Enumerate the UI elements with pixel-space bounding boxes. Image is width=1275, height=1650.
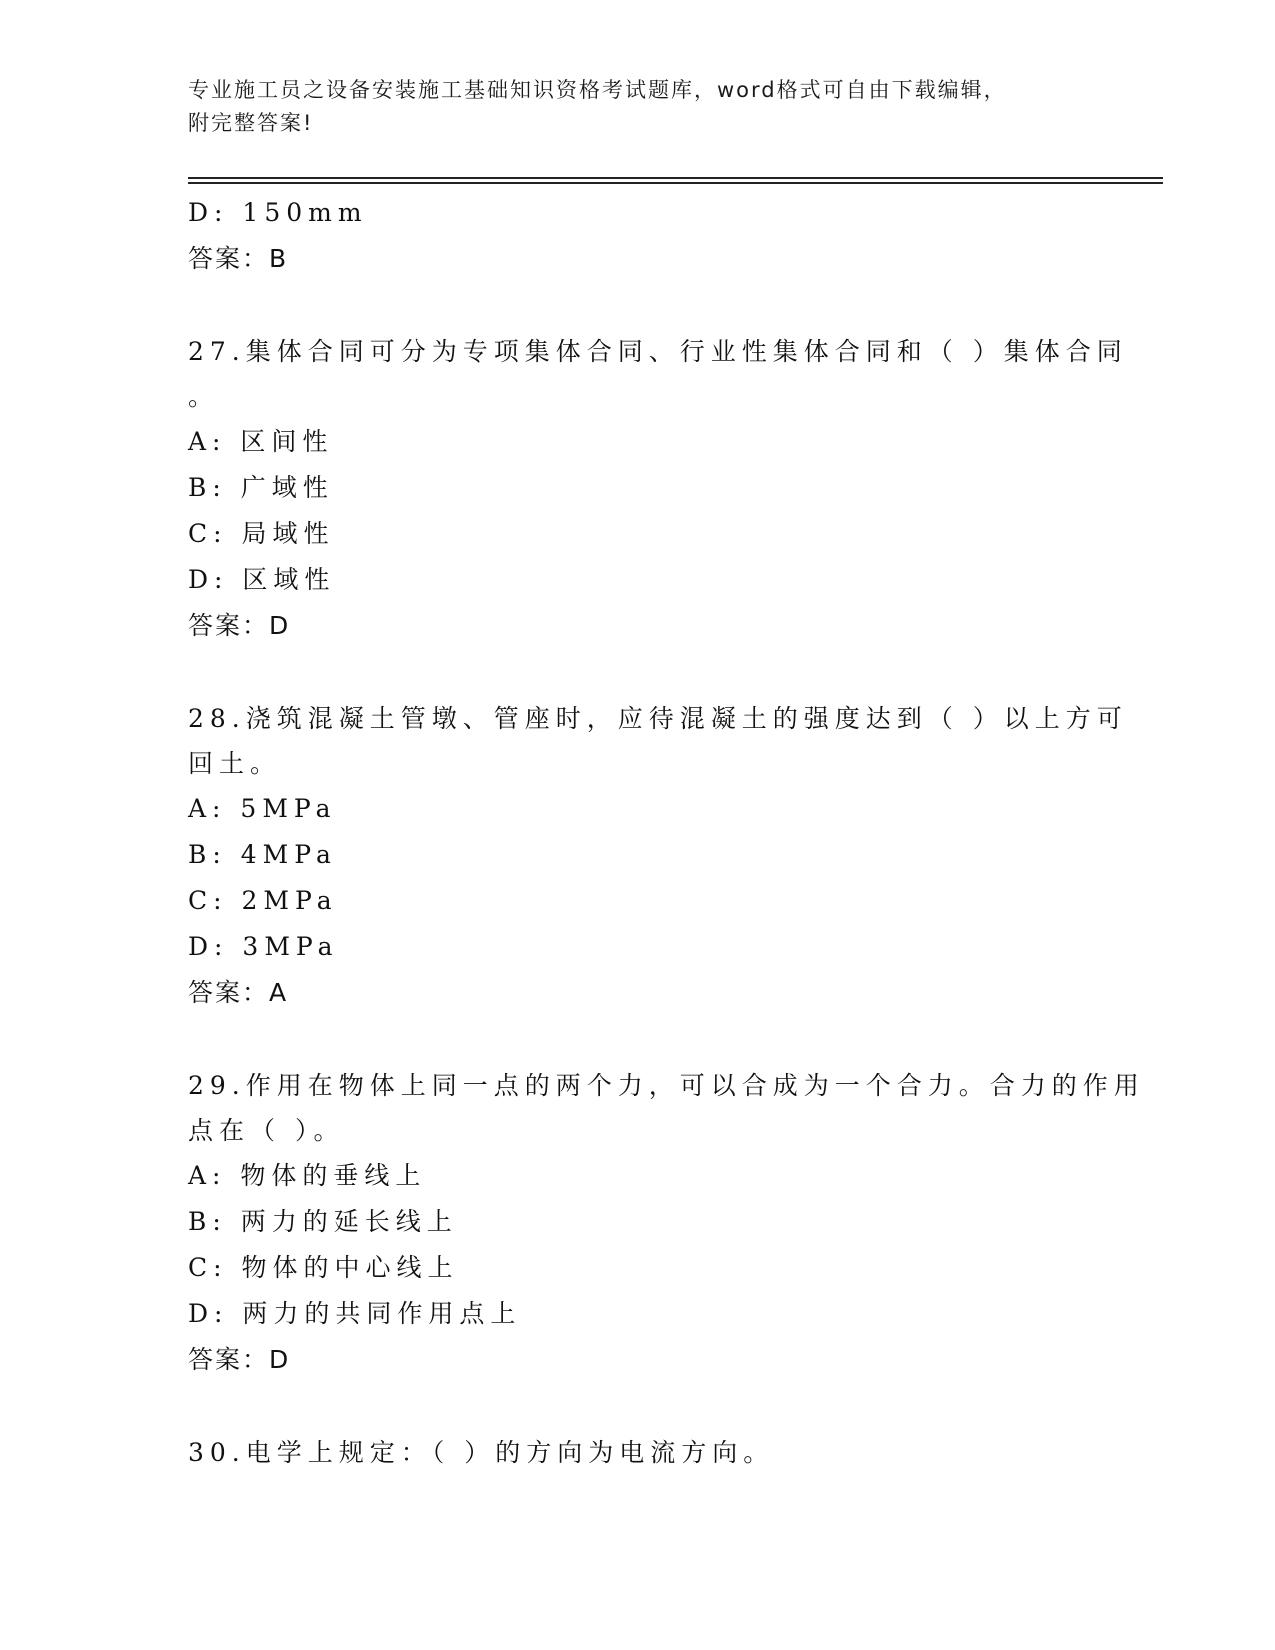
question-list	[188, 190, 1145, 1475]
answer-line: 答案：D	[188, 1345, 291, 1374]
option-c: C: 物体的中心线上	[188, 1253, 459, 1282]
question-30	[188, 1430, 1088, 1475]
question-stem: 28.浇筑混凝土管墩、管座时，应待混凝土的强度达到（ ）以上方可	[188, 704, 1128, 733]
previous-question-tail	[188, 190, 1088, 282]
option-c: C: 局域性	[188, 519, 335, 548]
header-line-2: 附完整答案!	[188, 111, 314, 135]
question-stem: 30.电学上规定：（ ）的方向为电流方向。	[188, 1438, 775, 1467]
question-stem-continued: 点在（ ）。	[188, 1116, 345, 1145]
question-28	[188, 696, 1128, 1016]
question-29	[188, 1063, 1145, 1383]
document-header	[188, 74, 1088, 140]
header-divider-top	[188, 177, 1163, 179]
option-d: D: 区域性	[188, 565, 336, 594]
question-stem-continued: 回土。	[188, 749, 282, 778]
answer-line: 答案：B	[188, 244, 289, 273]
option-b: B: 4MPa	[188, 840, 337, 869]
header-divider-bottom	[188, 182, 1163, 184]
option-d: D: 3MPa	[188, 932, 339, 961]
question-stem: 27.集体合同可分为专项集体合同、行业性集体合同和（ ）集体合同	[188, 337, 1128, 366]
option-a: A: 物体的垂线上	[188, 1161, 427, 1190]
option-b: B: 广域性	[188, 473, 334, 502]
option-d: D: 150mm	[188, 198, 368, 227]
option-c: C: 2MPa	[188, 886, 338, 915]
question-27	[188, 329, 1128, 649]
question-stem-continued: 。	[188, 382, 220, 411]
option-a: A: 5MPa	[188, 794, 337, 823]
answer-line: 答案：A	[188, 978, 289, 1007]
answer-line: 答案：D	[188, 611, 291, 640]
option-a: A: 区间性	[188, 427, 334, 456]
option-b: B: 两力的延长线上	[188, 1207, 458, 1236]
header-line-1: 专业施工员之设备安装施工基础知识资格考试题库，word格式可自由下载编辑，	[188, 78, 1007, 102]
option-d: D: 两力的共同作用点上	[188, 1299, 522, 1328]
question-stem: 29.作用在物体上同一点的两个力，可以合成为一个合力。合力的作用	[188, 1071, 1145, 1100]
